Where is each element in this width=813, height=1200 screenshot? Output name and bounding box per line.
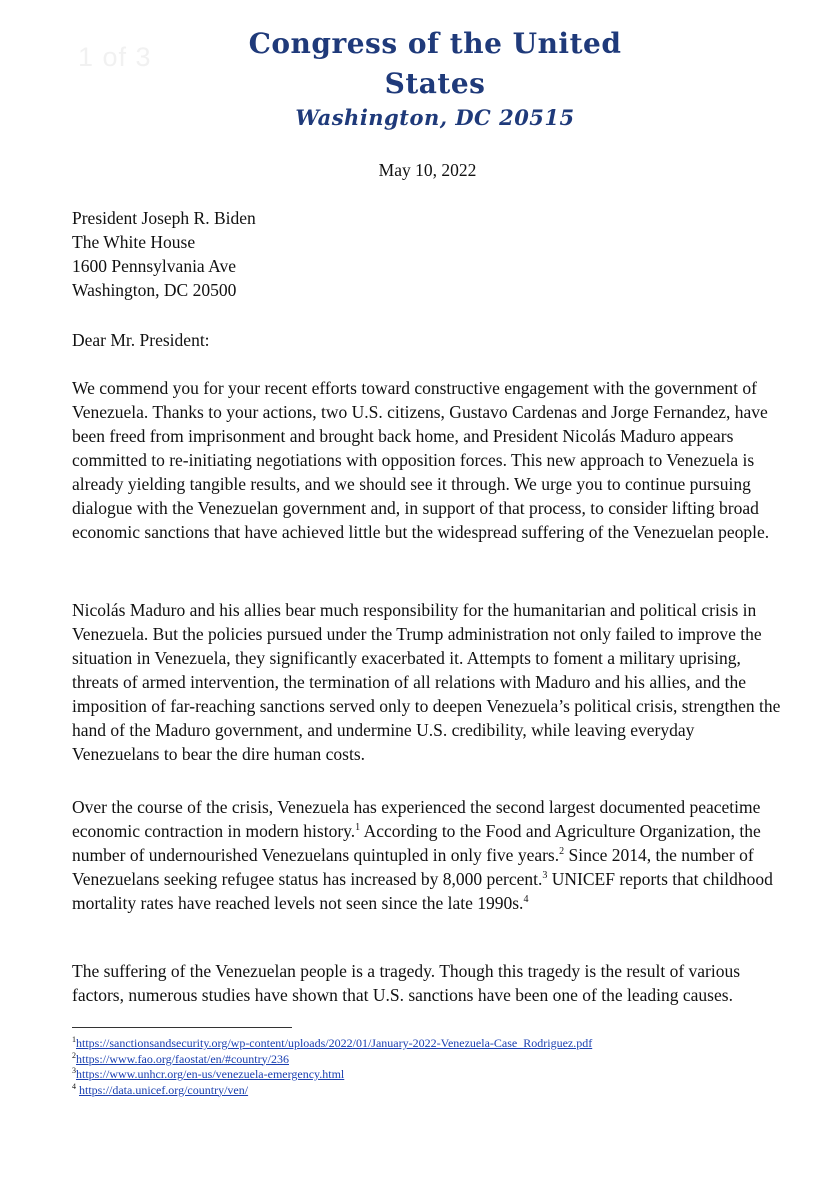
recipient-name: President Joseph R. Biden xyxy=(72,208,256,228)
body-paragraph-2: Nicolás Maduro and his allies bear much responsibility for the humanitarian and political crisis in Venezuela. But the policies pursued under the Trump administration not only failed to improve the situation in Venezuela, they significantly exacerbated it. Attempts to foment a military uprising, threats of armed intervention, the termination of all relations with Maduro and his allies, and the imposition of far-reaching sanctions served only to deepen Venezuela’s political crisis, strengthen the hand of the Maduro government, and undermine U.S. credibility, while leaving everyday Venezuelans to bear the dire human costs. xyxy=(72,600,781,764)
footnote-item xyxy=(72,1067,784,1083)
body-paragraph-3 xyxy=(72,795,784,915)
sentence: Since 2014, the number of Venezuelans seeking refugee status has increased by 8,000 percent. xyxy=(72,845,754,889)
footnote-link[interactable]: https://sanctionsandsecurity.org/wp-content/uploads/2022/01/January-2022-Venezuela-Case_Rodriguez.pdf xyxy=(76,1036,593,1050)
footnote-item xyxy=(72,1036,784,1052)
footnote-ref: 3 xyxy=(542,870,548,882)
sentence: According to the Food and Agriculture Organization, the number of undernourished Venezuelans quintupled in only five years. xyxy=(72,821,761,865)
body-paragraph-4: The suffering of the Venezuelan people is a tragedy. Though this tragedy is the result of various factors, numerous studies have shown that U.S. sanctions have been one of the leading causes. xyxy=(72,961,741,1005)
footnote-item xyxy=(72,1052,784,1068)
footnote-link[interactable]: https://data.unicef.org/country/ven/ xyxy=(79,1082,249,1097)
footnote-number: 1 xyxy=(72,1035,76,1044)
page-indicator: 1 of 3 xyxy=(78,42,152,72)
sentence: UNICEF reports that childhood mortality rates have reached levels not seen since the late 1990s. xyxy=(72,869,773,913)
footnote-ref: 2 xyxy=(559,846,565,858)
footnote-ref: 1 xyxy=(355,822,361,834)
letterhead-title: Congress of the United States xyxy=(248,27,622,100)
footnote-number: 2 xyxy=(72,1050,76,1060)
recipient-city: Washington, DC 20500 xyxy=(72,280,237,300)
salutation: Dear Mr. President: xyxy=(72,330,210,350)
recipient-address xyxy=(72,206,784,302)
footnote-number: 3 xyxy=(72,1066,76,1075)
footnote-ref: 4 xyxy=(523,894,529,906)
footnote-link[interactable]: https://www.unhcr.org/en-us/venezuela-emergency.html xyxy=(76,1067,345,1081)
footnote-number: 4 xyxy=(72,1081,76,1091)
recipient-office: The White House xyxy=(72,232,196,252)
letterhead-city: Washington, DC 20515 xyxy=(295,105,575,130)
letter-date: May 10, 2022 xyxy=(378,160,477,180)
footnotes xyxy=(72,1036,784,1098)
body-paragraph-1: We commend you for your recent efforts toward constructive engagement with the government of Venezuela. Thanks to your actions, two U.S. citizens, Gustavo Cardenas and Jorge Fernandez, have been freed from imprisonment and brought back home, and President Nicolás Maduro appears committed to re-initiating negotiations with opposition forces. This new approach to Venezuela is already yielding tangible results, and we should see it through. We urge you to continue pursuing dialogue with the Venezuelan government and, in support of that process, to consider lifting broad economic sanctions that have achieved little but the widespread suffering of the Venezuelan people. xyxy=(72,378,770,542)
letterhead xyxy=(200,24,670,132)
recipient-street: 1600 Pennsylvania Ave xyxy=(72,256,236,276)
footnote-item xyxy=(72,1083,784,1099)
footnote-link[interactable]: https://www.fao.org/faostat/en/#country/236 xyxy=(76,1051,289,1066)
footnote-divider xyxy=(72,1027,292,1028)
sentence: Over the course of the crisis, Venezuela has experienced the second largest documented peacetime economic contraction in modern history. xyxy=(72,797,761,841)
